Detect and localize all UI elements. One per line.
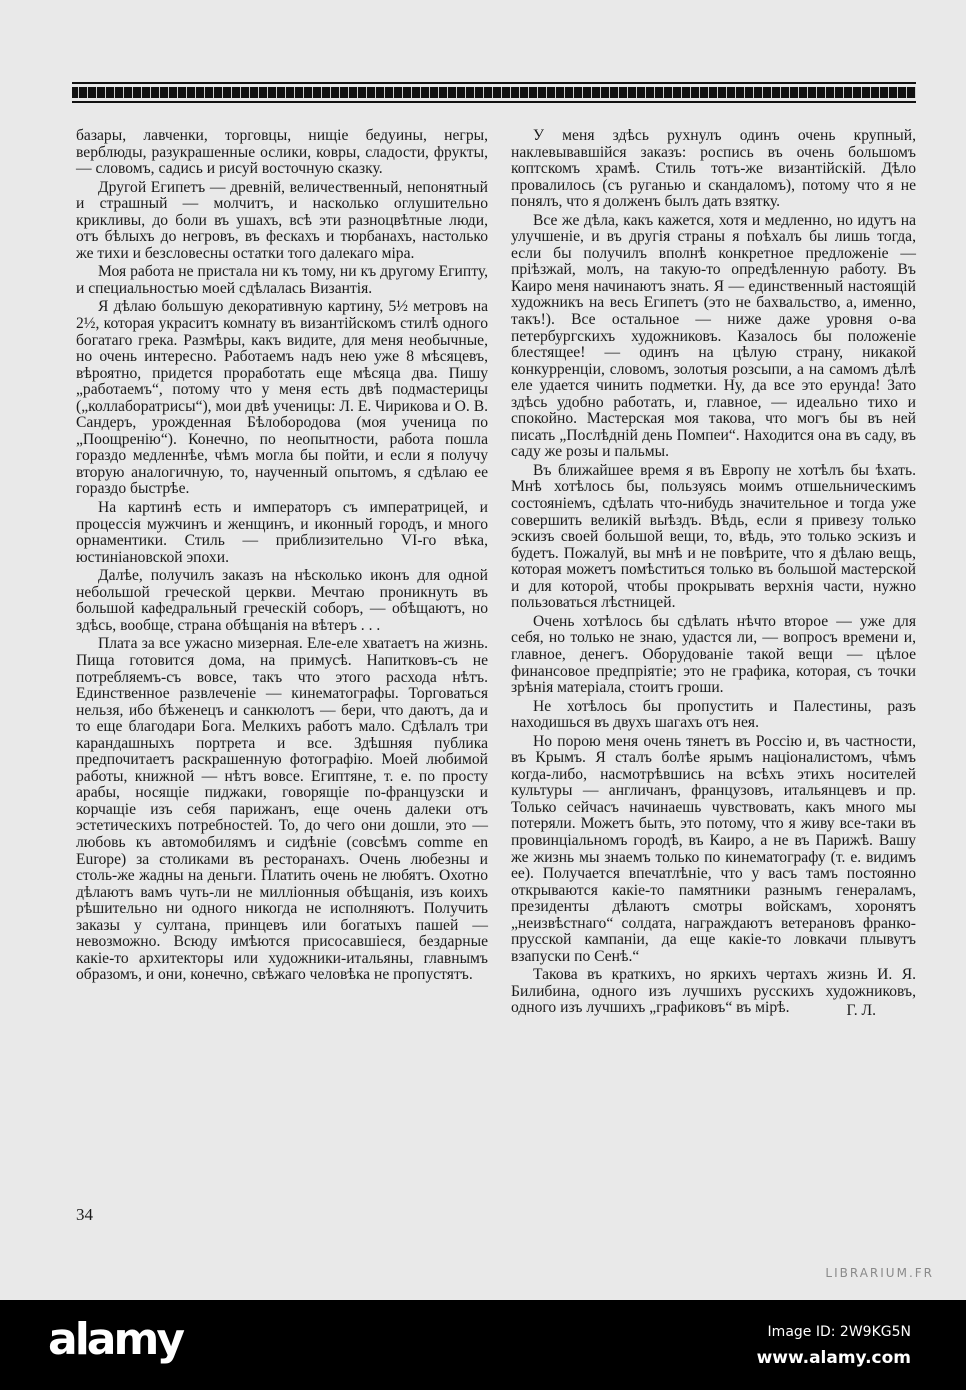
paragraph: Далѣе, получилъ заказъ на нѣсколько иконъ для одной небольшой греческой церкви. Мечтаю проникнуть въ большой кафедральный греческій соборъ, — обѣщаютъ, но здѣсь, вообще, страна обѣщанія на вѣтеръ . . .	[76, 567, 488, 634]
paragraph: базары, лавченки, торговцы, нищіе бедуины, негры, верблюды, разукрашенные ослики, ковры, сладости, фрукты, — словомъ, садись и рисуй восточную сказку.	[76, 127, 488, 178]
paragraph: Плата за все ужасно мизерная. Еле-еле хватаетъ на жизнь. Пища готовится дома, на примусѣ. Напитковъ-съ не потребляемъ-съ вовсе, такъ что этого расхода нѣтъ. Единственное развлеченіе — кинематографы. Торговаться нельзя, ибо бѣженецъ и санкюлотъ — бери, что даютъ, да и то еще благодари Бога. Мелкихъ работъ мало. Сдѣлалъ три карандашныхъ портрета и все. Здѣшняя публика предпочитаетъ раскрашенную фотографію. Моей любимой работы, книжной — нѣтъ вовсе. Египтяне, т. е. по просту арабы, носящіе пиджаки, говорящіе по-французски и корчащіе изъ себя парижанъ, еще очень далеки отъ эстетическихъ потребностей. То, до чего они дошли, это — любовь къ автомобилямъ и сидѣніе (совсѣмъ comme en Europe) за столиками въ ресторанахъ. Очень любезны и столь-же жадны на деньги. Платить очень не любятъ. Охотно дѣлаютъ вамъ чуть-ли не милліонныя обѣщанія, изъ коихъ рѣшительно ни одного никогда не исполняютъ. Получить заказы у султана, принцевъ или богатыхъ пашей — невозможно. Всюду имѣются присосавшіеся, бездарные какіе-то архитекторы или художники-итальяны, главнымъ образомъ, и они, конечно, свѣжаго человѣка не пропустятъ.	[76, 635, 488, 984]
alamy-logo: alamy	[48, 1314, 182, 1365]
paragraph: У меня здѣсь рухнулъ одинъ очень крупный, наклевывавшійся заказъ: роспись въ очень большомъ коптскомъ храмѣ. Стиль тотъ-же византійскій. Дѣло провалилось (съ руганью и скандаломъ), потому что я не понялъ, что я долженъ былъ дать взятку.	[511, 127, 916, 211]
image-id: Image ID: 2W9KG5N	[767, 1324, 911, 1340]
paragraph: Я дѣлаю большую декоративную картину, 5½ метровъ на 2½, которая украситъ комнату въ византійскомъ стилѣ одного богатаго грека. Размѣры, какъ видите, для меня необычные, но очень интересно. Работаемъ надъ нею уже 8 мѣсяцевъ, вѣроятно, придется проработать еще мѣсяца два. Пишу „работаемъ“, потому что у меня есть двѣ подмастерицы („коллаборатрисы“), мои двѣ ученицы: Л. Е. Чирикова и О. В. Сандеръ, урожденная Бѣлобородова (моя ученица по „Поощренію“). Конечно, по неопытности, работа пошла гораздо медленнѣе, чѣмъ могла бы пойти, и если я получу вторую аналогичную, то, наученный опытомъ, я сдѣлаю ее гораздо быстрѣе.	[76, 298, 488, 498]
paragraph: Но порою меня очень тянетъ въ Россію и, въ частности, въ Крымъ. Я сталъ болѣе ярымъ націоналистомъ, чѣмъ когда-либо, насмотрѣвшись на всѣхъ этихъ носителей культуры — англичанъ, французовъ, итальянцевъ и пр. Только сейчасъ начинаешь чувствовать, какъ много мы потеряли. Можетъ быть, это потому, что я живу все-таки въ провинціальномъ городѣ, въ Каиро, а не въ Парижѣ. Вашу же жизнь мы знаемъ только по кинематографу (т. е. видимъ ее). Получается впечатлѣніе, что у васъ тамъ постоянно открываются какіе-то памятники разнымъ генераламъ, президенты дѣлаютъ смотры войскамъ, хоронятъ „неизвѣстнаго“ солдата, награждаютъ ветерановъ франко-прусской кампаніи, да еще какіе-то ловкачи плывутъ взапуски по Сенѣ.“	[511, 732, 916, 965]
paragraph: На картинѣ есть и императоръ съ императрицей, и процессія мужчинъ и женщинъ, и иконный городъ, и много орнаментики. Стиль — приблизительно VI-го вѣка, юстиніановской эпохи.	[76, 499, 488, 566]
right-text-column	[511, 128, 916, 1020]
author-signature: Г. Л.	[846, 1001, 876, 1019]
paragraph: Моя работа не пристала ни къ тому, ни къ другому Египту, и специальностью моей сдѣлалась Византія.	[76, 263, 488, 297]
paragraph: Все же дѣла, какъ кажется, хотя и медленно, но идутъ на улучшеніе, и въ другія страны я поѣхалъ бы лишь тогда, если бы получилъ вполнѣ конкретное предложеніе — пріѣзжай, молъ, на такую-то опредѣленную работу. Въ Каиро меня начинаютъ знать. Я — единственный настоящій художникъ на весь Египетъ (это не бахвальство, а, именно, такъ!). Все остальное — ниже даже уровня о-ва петербургскихъ художниковъ. Казалось бы положеніе блестящее! — одинъ на цѣлую страну, никакой конкурренціи, словомъ, золотыя розсыпи, а на самомъ дѣлѣ еле удается чинить подметки. Ну, да все это ерунда! Зато здѣсь удобно работать, и, главное, — идеально тихо и спокойно. Мастерская моя такова, что могъ бы въ ней писать „Послѣдній день Помпеи“. Находится она въ саду, въ саду же розы и пальмы.	[511, 211, 916, 461]
decorative-header-border	[72, 82, 916, 104]
stock-footer-bar	[0, 1300, 966, 1390]
paragraph: Другой Египетъ — древній, величественный, непонятный и страшный — молчитъ, и насколько оглушительно крикливы, до боли въ ушахъ, всѣ эти разноцвѣтные люди, отъ бѣлыхъ до негровъ, въ фескахъ и тюрбанахъ, настолько же тихи и безсловесны остатки того далекаго міра.	[76, 178, 488, 262]
paragraph: Очень хотѣлось бы сдѣлать нѣчто второе — уже для себя, но только не знаю, удастся ли, — вопросъ времени и, главное, денегъ. Оборудованіе такой вещи — цѣлое финансовое предпріятіе; это не графика, которая, съ точки зрѣнія матеріала, стоитъ гроши.	[511, 612, 916, 697]
site-url: www.alamy.com	[756, 1348, 911, 1368]
paragraph: Не хотѣлось бы пропустить и Палестины, разъ находишься въ двухъ шагахъ отъ нея.	[511, 697, 916, 732]
page-number: 34	[76, 1205, 93, 1224]
paragraph: Въ ближайшее время я въ Европу не хотѣлъ бы ѣхать. Мнѣ хотѣлось бы, пользуясь моимъ отшельническимъ состояніемъ, сдѣлать что-нибудь значительное и тогда уже совершить великій выѣздъ. Вѣдь, если я привезу только эскизъ своей большой вещи, то, вѣдь, это только эскизъ и будетъ. Пожалуй, вы мнѣ и не повѣрите, что я дѣлаю вещь, которая можетъ помѣститься только въ большой мастерской и для которой, чтобы прокрывать верхнія части, нужно пользоваться лѣстницей.	[511, 461, 916, 612]
watermark: LIBRARIUM.FR	[825, 1266, 934, 1280]
paragraph: Такова въ краткихъ, но яркихъ чертахъ жизнь И. Я. Билибина, одного изъ лучшихъ русскихъ художниковъ, одного изъ лучшихъ „графиковъ“ въ мірѣ.	[511, 966, 916, 1017]
left-text-column	[76, 128, 488, 986]
